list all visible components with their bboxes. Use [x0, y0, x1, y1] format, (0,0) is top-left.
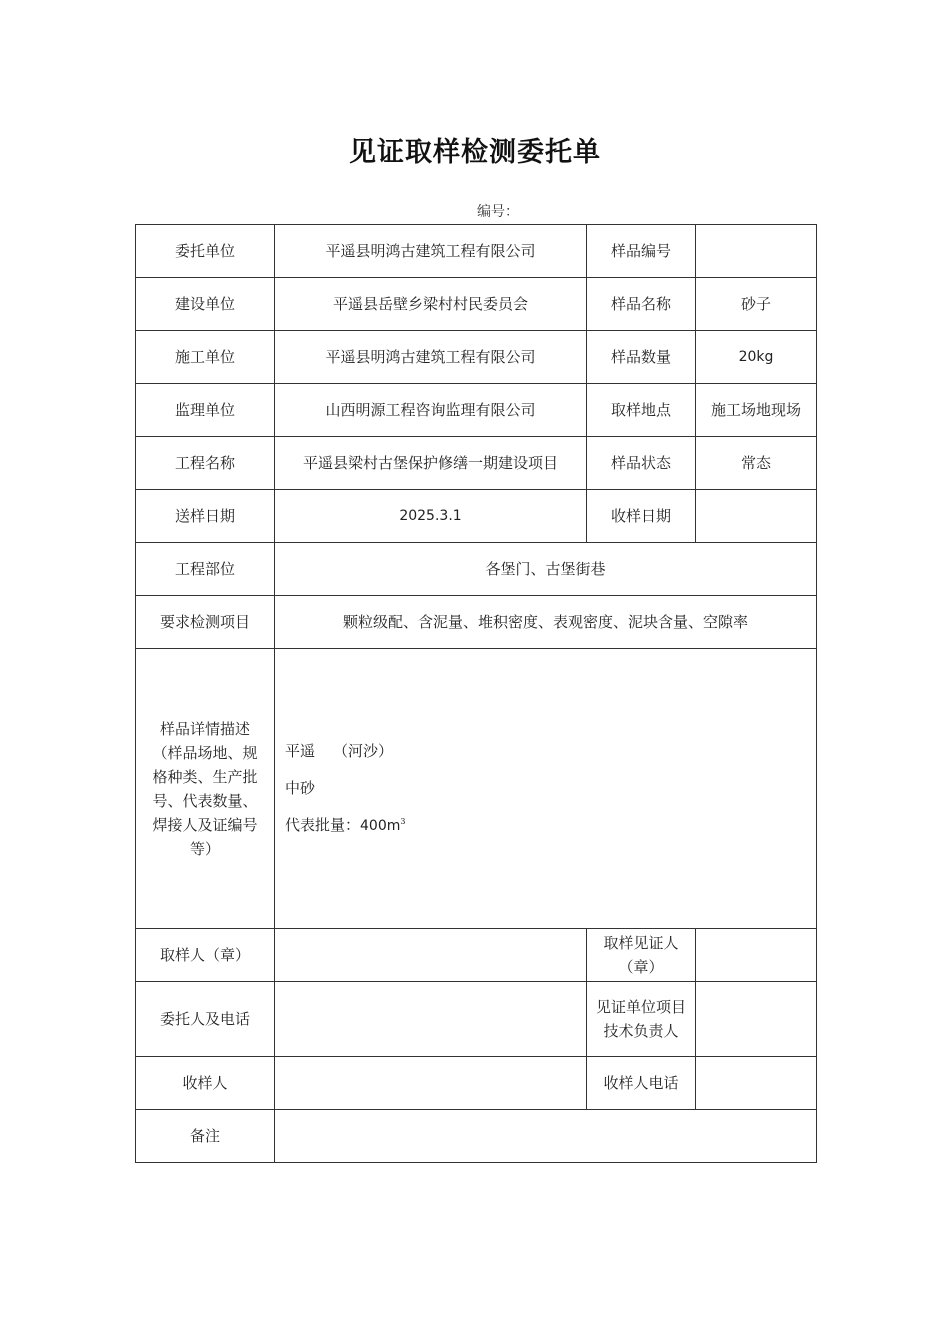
- receive-date-label: 收样日期: [587, 490, 696, 543]
- sample-name-label: 样品名称: [587, 278, 696, 331]
- sample-no-label: 样品编号: [587, 225, 696, 278]
- detail-value[interactable]: [275, 649, 817, 929]
- row-client: [136, 225, 817, 278]
- row-part: [136, 543, 817, 596]
- builder-value[interactable]: 平遥县岳壁乡梁村村民委员会: [275, 278, 587, 331]
- sample-no-value[interactable]: [696, 225, 817, 278]
- witness-tech-value[interactable]: [696, 982, 817, 1057]
- send-date-label: 送样日期: [136, 490, 275, 543]
- remark-value[interactable]: [275, 1110, 817, 1163]
- receiver-phone-label: 收样人电话: [587, 1057, 696, 1110]
- row-sampler: [136, 929, 817, 982]
- detail-label: 样品详情描述（样品场地、规格种类、生产批号、代表数量、焊接人及证编号等）: [136, 649, 275, 929]
- receiver-label: 收样人: [136, 1057, 275, 1110]
- project-label: 工程名称: [136, 437, 275, 490]
- detail-line-grade: 中砂: [285, 779, 316, 797]
- detail-origin-type: （河沙）: [333, 742, 394, 760]
- detail-batch-value: 400m: [360, 818, 401, 834]
- constructor-value[interactable]: 平遥县明鸿古建筑工程有限公司: [275, 331, 587, 384]
- entrust-person-label: 委托人及电话: [136, 982, 275, 1057]
- project-value[interactable]: 平遥县梁村古堡保护修缮一期建设项目: [275, 437, 587, 490]
- row-test-items: [136, 596, 817, 649]
- test-items-value[interactable]: 颗粒级配、含泥量、堆积密度、表观密度、泥块含量、空隙率: [275, 596, 817, 649]
- sample-name-value[interactable]: 砂子: [696, 278, 817, 331]
- receiver-phone-value[interactable]: [696, 1057, 817, 1110]
- entrustment-form-table: [135, 224, 817, 1163]
- sampling-place-value[interactable]: 施工场地现场: [696, 384, 817, 437]
- detail-batch-label: 代表批量：: [285, 816, 361, 834]
- client-label: 委托单位: [136, 225, 275, 278]
- row-entrust-person: [136, 982, 817, 1057]
- row-builder: [136, 278, 817, 331]
- row-receiver: [136, 1057, 817, 1110]
- document-title: 见证取样检测委托单: [349, 137, 601, 168]
- receive-date-value[interactable]: [696, 490, 817, 543]
- remark-label: 备注: [136, 1110, 275, 1163]
- sample-state-value[interactable]: 常态: [696, 437, 817, 490]
- witness-value[interactable]: [696, 929, 817, 982]
- witness-label: 取样见证人（章）: [587, 929, 696, 982]
- witness-tech-label: 见证单位项目技术负责人: [587, 982, 696, 1057]
- supervisor-value[interactable]: 山西明源工程咨询监理有限公司: [275, 384, 587, 437]
- detail-line-origin: [285, 739, 810, 763]
- sample-qty-value[interactable]: 20kg: [696, 331, 817, 384]
- row-supervisor: [136, 384, 817, 437]
- builder-label: 建设单位: [136, 278, 275, 331]
- sample-state-label: 样品状态: [587, 437, 696, 490]
- detail-origin-place: 平遥: [285, 742, 316, 760]
- row-project: [136, 437, 817, 490]
- constructor-label: 施工单位: [136, 331, 275, 384]
- sampling-place-label: 取样地点: [587, 384, 696, 437]
- row-constructor: [136, 331, 817, 384]
- supervisor-label: 监理单位: [136, 384, 275, 437]
- sample-qty-label: 样品数量: [587, 331, 696, 384]
- sampler-value[interactable]: [275, 929, 587, 982]
- entrust-person-value[interactable]: [275, 982, 587, 1057]
- part-label: 工程部位: [136, 543, 275, 596]
- part-value[interactable]: 各堡门、古堡街巷: [275, 543, 817, 596]
- row-remark: [136, 1110, 817, 1163]
- receiver-value[interactable]: [275, 1057, 587, 1110]
- test-items-label: 要求检测项目: [136, 596, 275, 649]
- serial-number-label: 编号：: [477, 204, 519, 220]
- send-date-value[interactable]: 2025.3.1: [275, 490, 587, 543]
- row-dates: [136, 490, 817, 543]
- client-value[interactable]: 平遥县明鸿古建筑工程有限公司: [275, 225, 587, 278]
- detail-batch-unit-sup: 3: [400, 817, 406, 826]
- row-sample-detail: [136, 649, 817, 929]
- detail-line-batch: [285, 813, 810, 838]
- sampler-label: 取样人（章）: [136, 929, 275, 982]
